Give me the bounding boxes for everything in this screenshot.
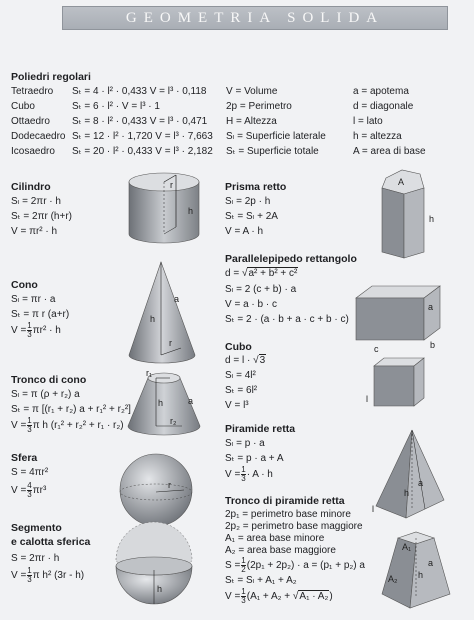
legend-item: 2p = Perimetro	[226, 101, 292, 112]
segment-label-h: h	[157, 584, 163, 594]
cuboid-label-a: a	[428, 302, 434, 312]
legend-item: l = lato	[353, 116, 383, 127]
fraction: $\frac{1}{3}$	[27, 416, 32, 434]
prisma-formula-3: V = A · h	[225, 226, 264, 237]
tronco-piramide-formula-volume: V = $\frac{1}{3}$ (A₁ + A₂ + √A₁ · A₂)	[225, 587, 333, 605]
legend-item: Sₜ = Superficie totale	[226, 146, 319, 157]
cilindro-formula-1: Sₗ = 2πr · h	[11, 196, 61, 207]
prism-label-h: h	[429, 214, 435, 224]
tp-label-h: h	[418, 570, 424, 580]
calotta-heading: e calotta sferica	[11, 536, 91, 548]
cono-heading: Cono	[11, 279, 38, 291]
poliedro-formula: Sₜ = 8 · l² · 0,433 V = l³ · 0,471	[72, 116, 208, 127]
legend-item: a = apotema	[353, 86, 409, 97]
tp-label-a: a	[428, 558, 434, 568]
tc-label-h: h	[158, 398, 164, 408]
cone-label-a: a	[174, 294, 180, 304]
tronco-cono-formula-1: Sₗ = π (ρ + r₂) a	[11, 389, 80, 400]
title-band	[62, 6, 448, 30]
legend-item: d = diagonale	[353, 101, 414, 112]
truncated-cone-figure	[126, 370, 206, 440]
piramide-heading: Piramide retta	[225, 423, 296, 435]
prisma-heading: Prisma retto	[225, 181, 287, 193]
poliedro-formula: Sₜ = 20 · l² · 0,433 V = l³ · 2,182	[72, 146, 213, 157]
truncated-pyramid-figure	[376, 528, 456, 614]
cube-figure	[366, 356, 436, 416]
cuboid-figure	[352, 284, 452, 354]
piramide-formula-volume: V = $\frac{1}{3}$ · A · h	[225, 465, 273, 483]
tronco-piramide-formula-s: S = $\frac{1}{2}$ (2p₁ + 2p₂) · a = (p₁ + p₂) a	[225, 556, 365, 574]
parallelepipedo-heading: Parallelepipedo rettangolo	[225, 253, 357, 265]
cone-label-h: h	[150, 314, 156, 324]
cube-label-l: l	[366, 394, 368, 404]
cyl-label-h: h	[188, 206, 194, 216]
cubo-formula-1: Sₗ = 4l²	[225, 370, 256, 381]
tronco-piramide-def-4: A₂ = area base maggiore	[225, 545, 336, 556]
sfera-formula-volume: V = $\frac{4}{3}$ πr³	[11, 481, 47, 499]
fraction: $\frac{1}{2}$	[241, 556, 246, 574]
poliedro-name: Ottaedro	[11, 116, 50, 127]
poliedro-name: Tetraedro	[11, 86, 54, 97]
cono-formula-1: Sₗ = πr · a	[11, 294, 56, 305]
cono-formula-volume: V = $\frac{1}{3}$ πr² · h	[11, 321, 61, 339]
tronco-piramide-def-1: 2p₁ = perimetro base minore	[225, 509, 351, 520]
fraction: $\frac{1}{3}$	[241, 465, 246, 483]
sfera-formula-1: S = 4πr²	[11, 467, 49, 478]
fraction: $\frac{1}{3}$	[241, 587, 246, 605]
cyl-label-r: r	[170, 180, 173, 190]
tc-label-a: a	[188, 396, 194, 406]
sphere-figure	[118, 452, 196, 530]
piramide-formula-2: Sₜ = p · a + A	[225, 453, 284, 464]
parallelepipedo-formula-3: Sₜ = 2 · (a · b + a · c + b · c)	[225, 314, 349, 325]
page-title: GEOMETRIA SOLIDA	[125, 10, 385, 26]
spherical-segment-figure	[112, 530, 196, 614]
fraction: $\frac{1}{3}$	[27, 321, 32, 339]
prisma-formula-1: Sₗ = 2p · h	[225, 196, 271, 207]
cuboid-label-b: b	[430, 340, 436, 350]
tronco-piramide-formula-st: Sₜ = Sₗ + A₁ + A₂	[225, 575, 297, 586]
tp-label-A2: A₂	[388, 574, 398, 584]
cilindro-formula-3: V = πr² · h	[11, 226, 58, 237]
parallelepipedo-formula-2: V = a · b · c	[225, 299, 277, 310]
cubo-formula-3: V = l³	[225, 400, 249, 411]
tc-label-r2: r₂	[170, 416, 177, 426]
cuboid-label-c: c	[374, 344, 379, 354]
tronco-cono-heading: Tronco di cono	[11, 374, 87, 386]
sfera-heading: Sfera	[11, 452, 38, 464]
cilindro-formula-2: Sₜ = 2πr (h+r)	[11, 211, 72, 222]
piramide-formula-1: Sₗ = p · a	[225, 438, 265, 449]
cono-formula-2: Sₜ = π r (a+r)	[11, 309, 70, 320]
poliedro-name: Icosaedro	[11, 146, 55, 157]
poliedro-formula: Sₜ = 6 · l² · V = l³ · 1	[72, 101, 160, 112]
tp-label-A1: A₁	[402, 542, 412, 552]
legend-item: A = area di base	[353, 146, 426, 157]
tc-label-r1: r₁	[146, 368, 153, 378]
sphere-label-r: r	[168, 480, 171, 490]
poliedro-name: Dodecaedro	[11, 131, 66, 142]
parallelepipedo-formula-1: Sₗ = 2 (c + b) · a	[225, 284, 297, 295]
segmento-formula-1: S = 2πr · h	[11, 553, 60, 564]
tronco-cono-formula-volume: V = $\frac{1}{3}$ π h (r₁² + r₂² + r₁ · r₂)	[11, 416, 124, 434]
prisma-formula-2: Sₜ = Sₗ + 2A	[225, 211, 278, 222]
segmento-formula-volume: V = $\frac{1}{3}$ π h² (3r - h)	[11, 566, 85, 584]
legend-item: Sₗ = Superficie laterale	[226, 131, 326, 142]
pyramid-label-l: l	[372, 504, 374, 514]
tronco-piramide-def-3: A₁ = area base minore	[225, 533, 325, 544]
cubo-heading: Cubo	[225, 341, 252, 353]
poliedro-name: Cubo	[11, 101, 35, 112]
legend-item: H = Altezza	[226, 116, 277, 127]
cubo-diagonal: d = l · √3	[225, 355, 266, 366]
prism-figure	[374, 168, 444, 263]
cilindro-heading: Cilindro	[11, 181, 51, 193]
poliedri-heading: Poliedri regolari	[11, 71, 91, 83]
tronco-cono-formula-2: Sₜ = π [(r₁ + r₂) a + r₁² + r₂²]	[11, 404, 131, 415]
legend-item: h = altezza	[353, 131, 402, 142]
tronco-piramide-heading: Tronco di piramide retta	[225, 495, 345, 507]
segmento-heading: Segmento	[11, 522, 62, 534]
cone-figure	[126, 260, 206, 370]
pyramid-label-a: a	[418, 478, 424, 488]
poliedro-formula: Sₜ = 4 · l² · 0,433 V = l³ · 0,118	[72, 86, 207, 97]
legend-item: V = Volume	[226, 86, 278, 97]
parallelepipedo-diagonal: d = √a² + b² + c²	[225, 268, 298, 279]
prism-label-A: A	[398, 177, 405, 187]
fraction: $\frac{1}{3}$	[27, 566, 32, 584]
cubo-formula-2: Sₜ = 6l²	[225, 385, 258, 396]
tronco-piramide-def-2: 2p₂ = perimetro base maggiore	[225, 521, 363, 532]
poliedro-formula: Sₜ = 12 · l² · 1,720 V = l³ · 7,663	[72, 131, 213, 142]
cone-label-r: r	[169, 338, 172, 348]
cylinder-figure	[126, 170, 206, 250]
pyramid-figure	[370, 428, 450, 528]
pyramid-label-h: h	[404, 488, 410, 498]
fraction: $\frac{4}{3}$	[27, 481, 32, 499]
